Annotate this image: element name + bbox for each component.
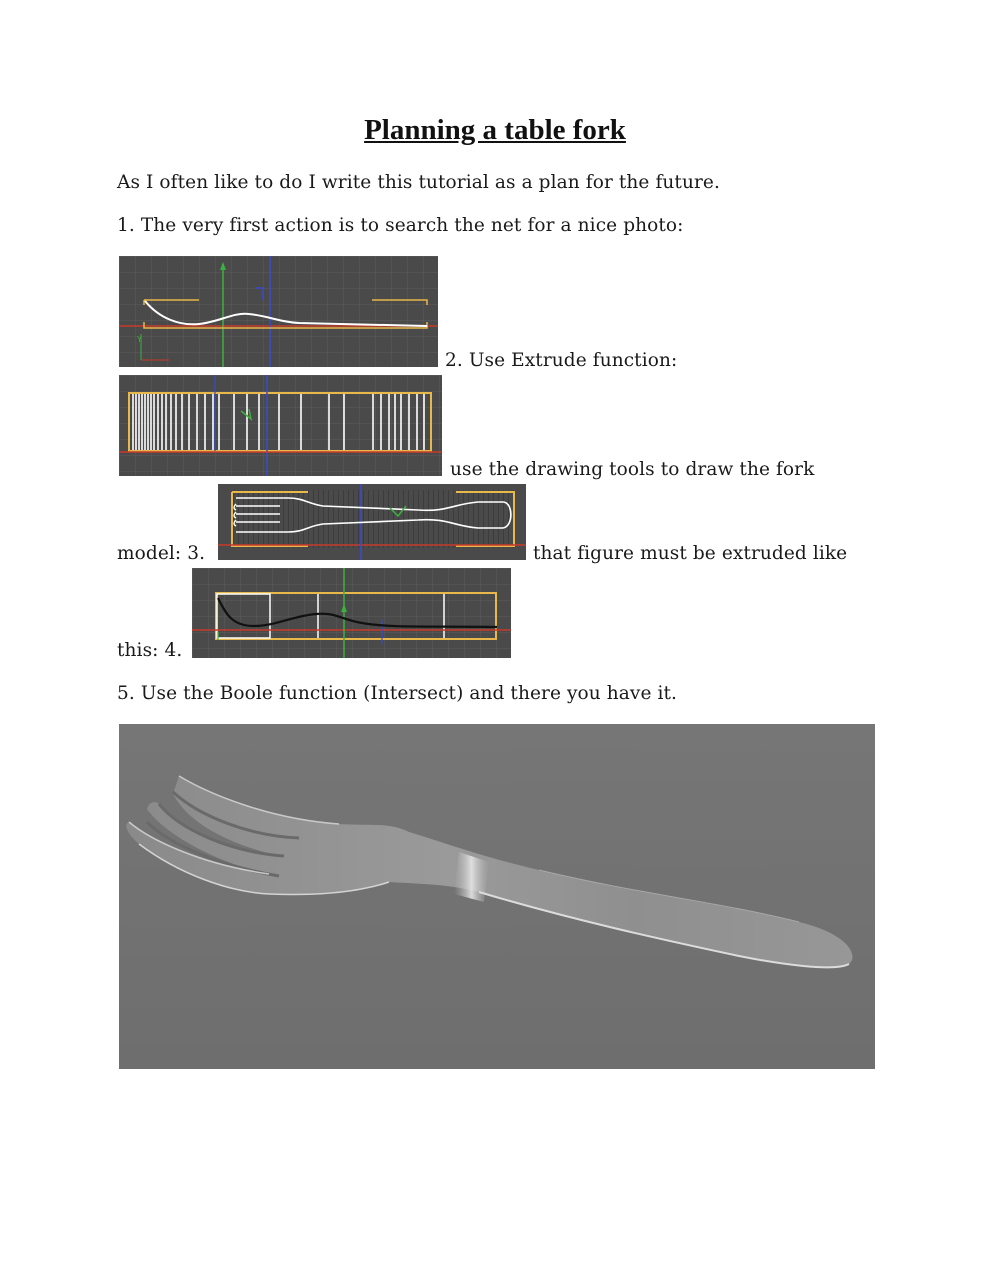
step-5-text: 5. Use the Boole function (Intersect) and there you have it. bbox=[117, 683, 678, 704]
side-view-spline-viewport bbox=[119, 256, 438, 367]
extruded-side-view-viewport bbox=[119, 375, 442, 476]
step-2-text: 2. Use Extrude function: bbox=[445, 350, 678, 371]
top-view-fork-outline-viewport bbox=[218, 484, 526, 560]
step-3c-text: that figure must be extruded like bbox=[533, 543, 848, 564]
step-3b-text: model: 3. bbox=[117, 543, 206, 564]
rendered-fork bbox=[119, 724, 875, 1069]
step-1-text: 1. The very first action is to search the net for a nice photo: bbox=[117, 215, 684, 236]
step-3a-text: use the drawing tools to draw the fork bbox=[450, 459, 815, 480]
svg-text:Y: Y bbox=[137, 335, 142, 344]
intro-text: As I often like to do I write this tutorial as a plan for the future. bbox=[117, 172, 720, 193]
page-title: Planning a table fork bbox=[364, 114, 626, 146]
extruded-outline-viewport bbox=[192, 568, 511, 658]
step-4-text: this: 4. bbox=[117, 640, 183, 661]
